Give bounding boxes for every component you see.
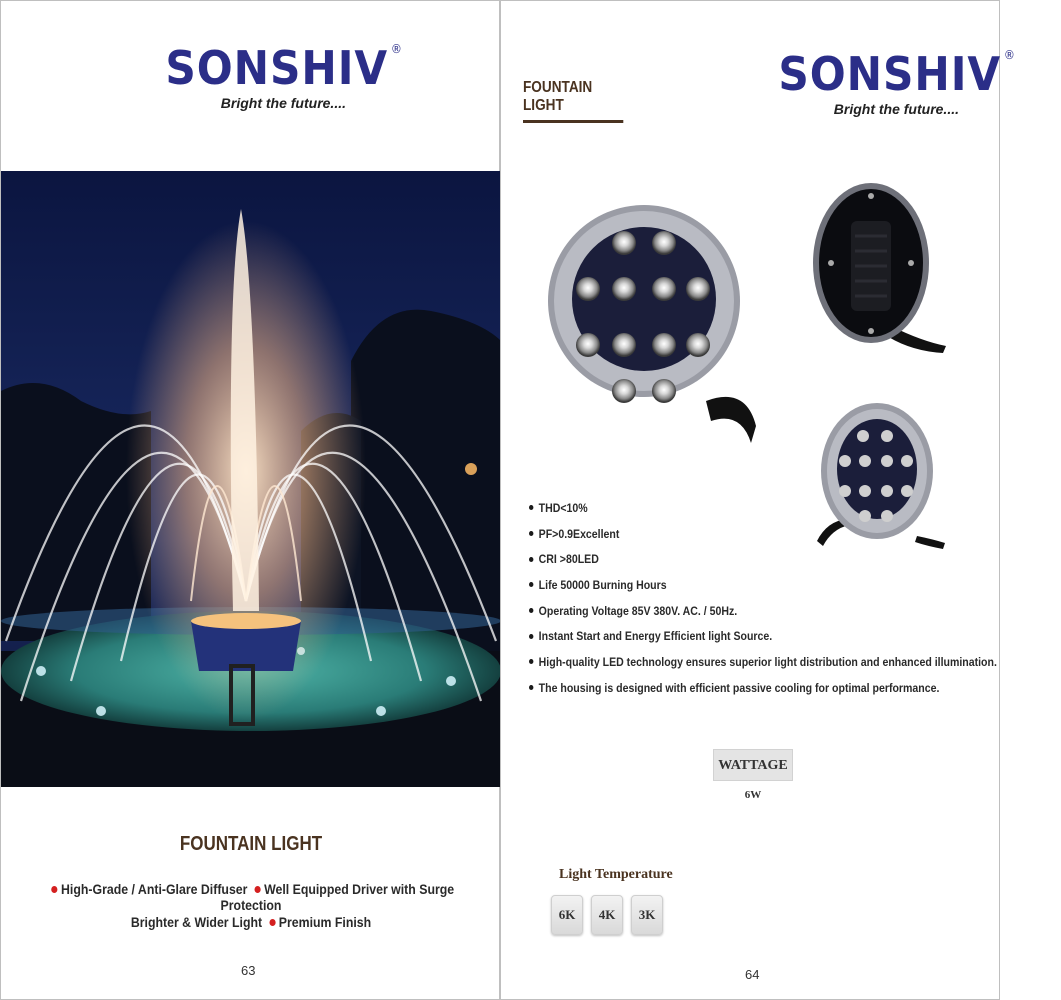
- spec-text: The housing is designed with efficient passive cooling for optimal performance.: [538, 680, 940, 695]
- spec-item: [529, 546, 997, 572]
- temp-option-6k: 6K: [551, 895, 583, 935]
- page-63: [0, 0, 500, 1000]
- red-dot-icon: [51, 886, 57, 893]
- spec-list: [529, 495, 1061, 701]
- registered-mark: ®: [1003, 48, 1016, 62]
- spec-text: Life 50000 Burning Hours: [538, 577, 667, 592]
- spec-text: PF>0.9Excellent: [538, 526, 620, 541]
- spec-item: [529, 675, 997, 701]
- brand-logo-right: [759, 47, 1016, 117]
- spec-text: CRI >80LED: [538, 552, 599, 567]
- page-number: 63: [241, 963, 256, 978]
- red-dot-icon: [254, 886, 260, 893]
- brand-tagline: Bright the future....: [220, 95, 346, 111]
- product-front-image: [546, 181, 766, 461]
- black-dot-icon: [529, 608, 533, 613]
- spec-item: [529, 649, 997, 675]
- spec-text: THD<10%: [538, 500, 588, 515]
- black-dot-icon: [529, 659, 533, 664]
- temp-option-3k: 3K: [631, 895, 663, 935]
- product-label: SONSHIV: [621, 431, 667, 442]
- spec-text: High-quality LED technology ensures superior light distribution and enhanced illumination.: [538, 654, 997, 669]
- light-temperature-label: Light Temperature: [559, 867, 673, 882]
- section-title: FOUNTAIN LIGHT: [523, 79, 623, 123]
- brand-name: SONSHIV ®: [778, 47, 1016, 101]
- black-dot-icon: [529, 685, 533, 690]
- black-dot-icon: [529, 557, 533, 562]
- wattage-label: WATTAGE: [713, 749, 793, 781]
- wattage-value: 6W: [744, 789, 762, 801]
- spec-item: [529, 521, 997, 547]
- feature-text: High-Grade / Anti-Glare Diffuser: [61, 881, 248, 897]
- feature-text: Brighter & Wider Light: [130, 914, 263, 930]
- brand-logo-left: [146, 41, 403, 111]
- black-dot-icon: [529, 634, 533, 639]
- black-dot-icon: [529, 505, 533, 510]
- feature-line-2: [31, 914, 471, 930]
- product-back-image: [811, 181, 961, 366]
- page-64: [500, 0, 1016, 1000]
- feature-line-1: [31, 881, 471, 913]
- light-temperature-options: [551, 895, 671, 935]
- black-dot-icon: [529, 582, 533, 587]
- spec-item: [529, 572, 997, 598]
- spec-text: Operating Voltage 85V 380V. AC. / 50Hz.: [538, 603, 738, 618]
- brand-tagline: Bright the future....: [833, 101, 959, 117]
- spec-item: [529, 598, 997, 624]
- left-page-title: FOUNTAIN LIGHT: [179, 833, 323, 855]
- spec-item: [529, 495, 997, 521]
- registered-mark: ®: [390, 42, 403, 56]
- brand-name: SONSHIV ®: [165, 41, 403, 95]
- red-dot-icon: [269, 919, 275, 926]
- feature-text: Premium Finish: [278, 914, 372, 930]
- fountain-photo: [1, 171, 501, 787]
- page-number: 64: [745, 967, 760, 982]
- feature-text: Well Equipped Driver with Surge Protection: [220, 881, 455, 913]
- black-dot-icon: [529, 531, 533, 536]
- temp-option-4k: 4K: [591, 895, 623, 935]
- spec-item: [529, 623, 997, 649]
- spec-text: Instant Start and Energy Efficient light Source.: [538, 629, 773, 644]
